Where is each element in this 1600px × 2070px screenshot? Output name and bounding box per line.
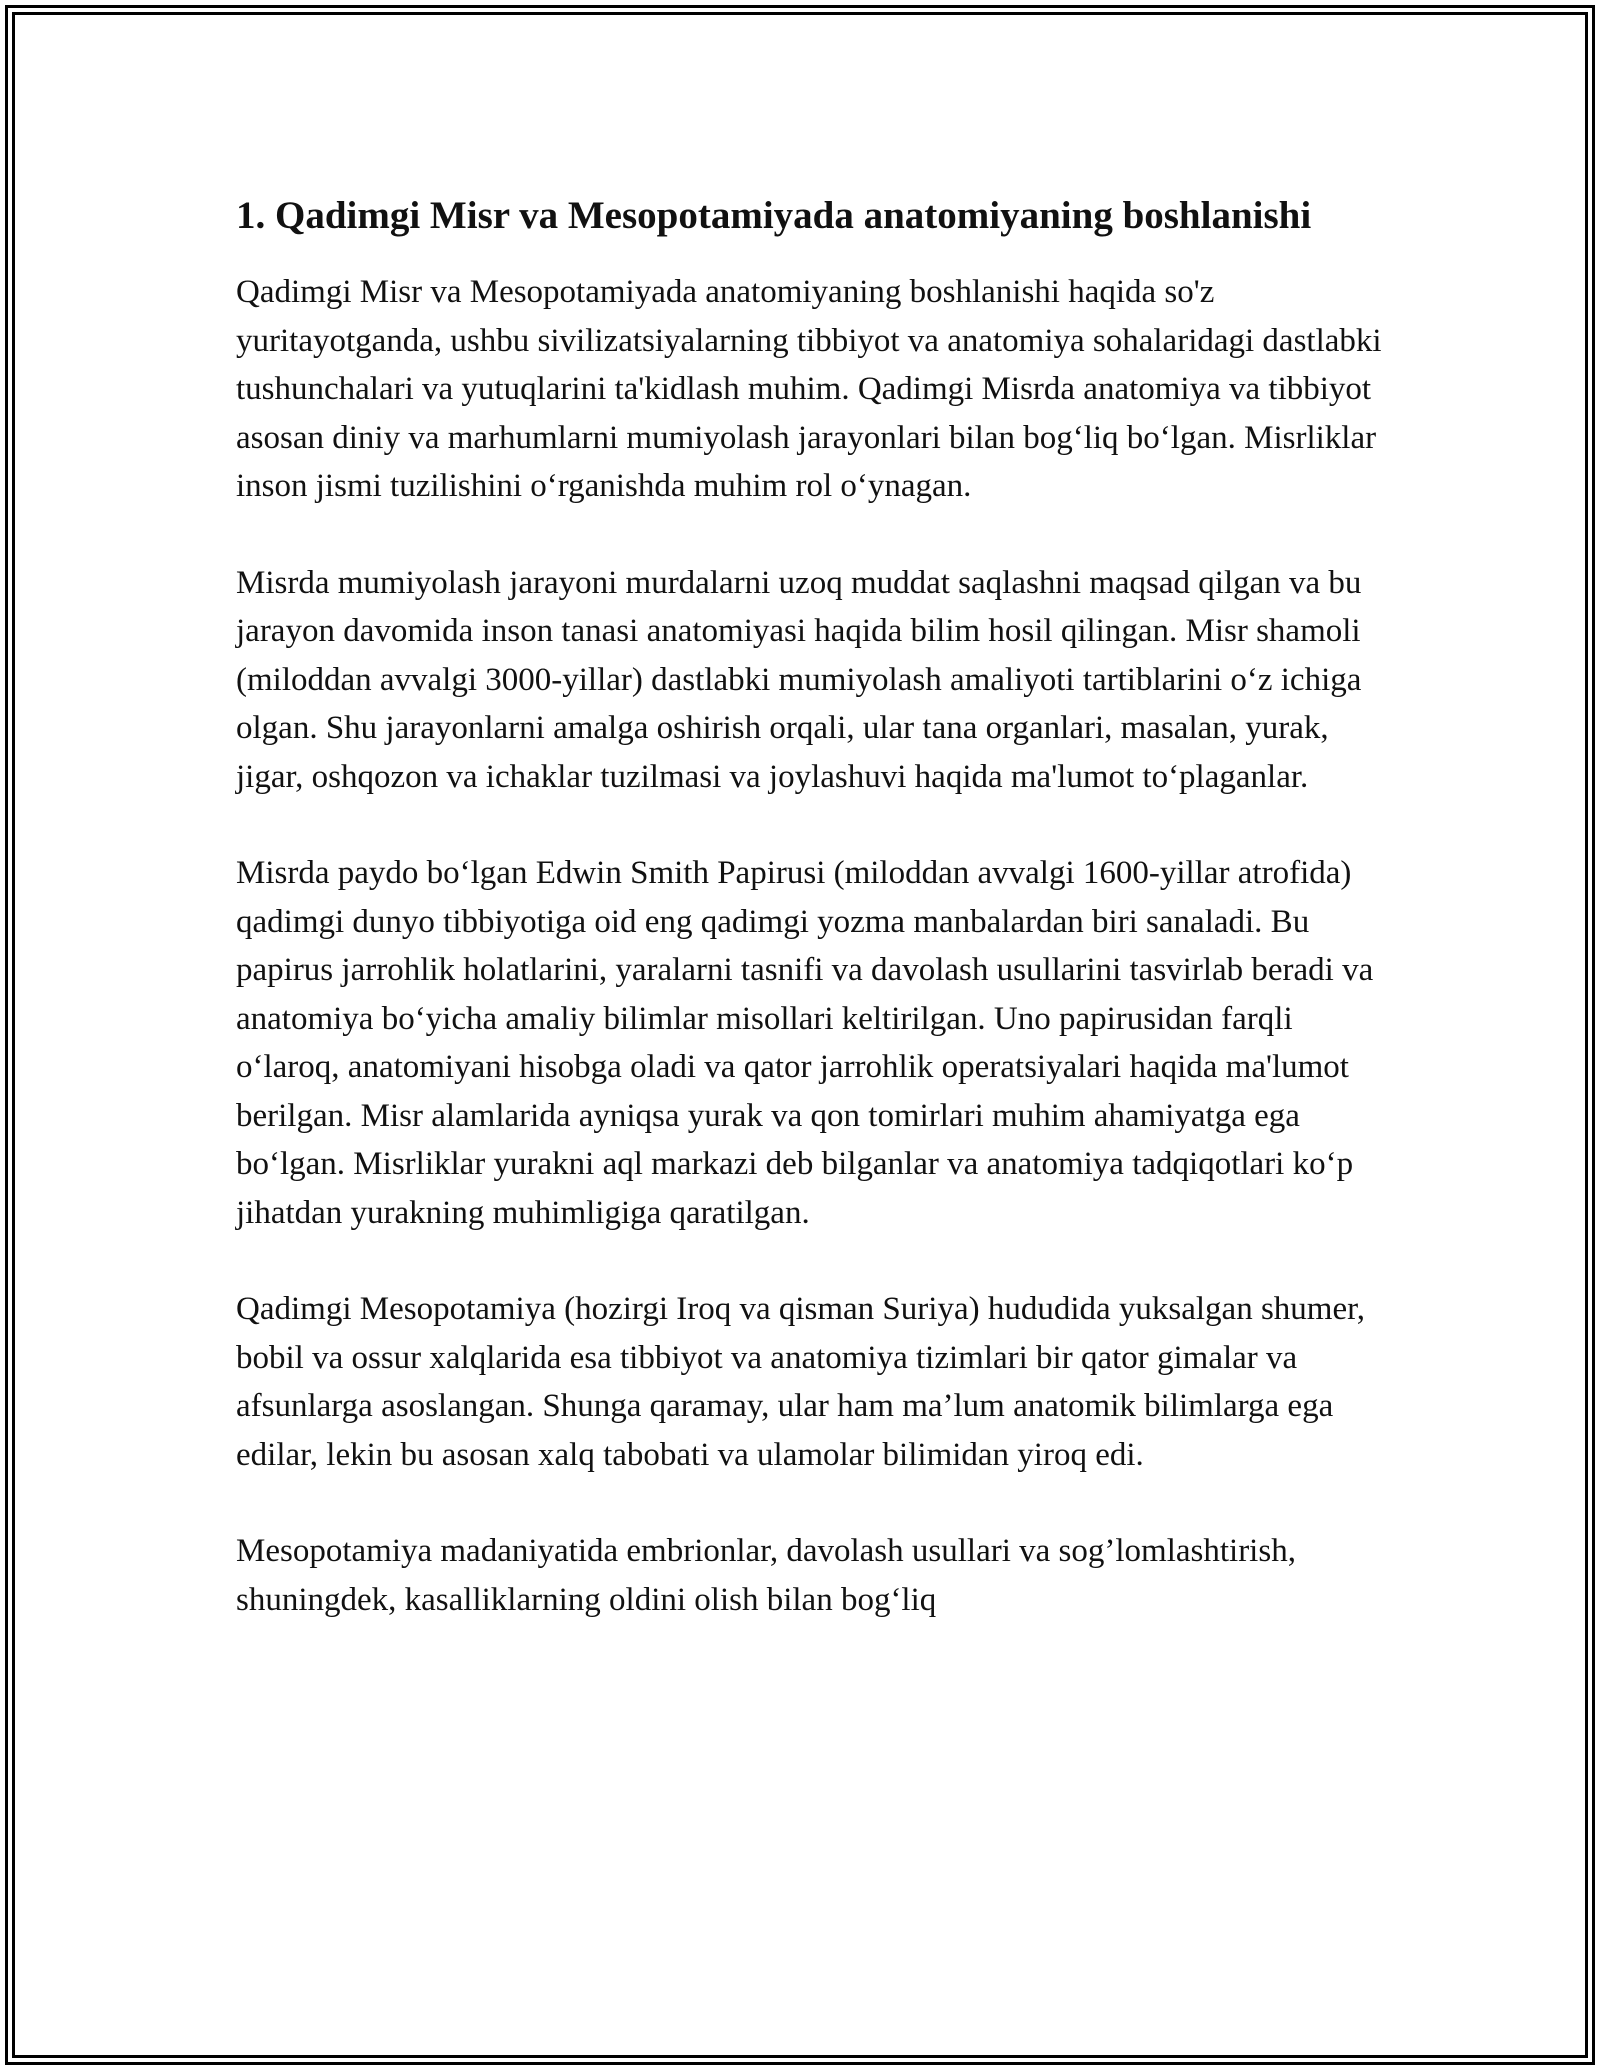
document-body: [236, 188, 1384, 1672]
paragraph-1: Qadimgi Misr va Mesopotamiyada anatomiyaning boshlanishi haqida so'z yuritayotganda, ushbu sivilizatsiyalarning tibbiyot va anatomiya sohalaridagi dastlabki tushunchalari va yutuqlarini ta'kidlash muhim. Qadimgi Misrda anatomiya va tibbiyot asosan diniy va marhumlarni mumiyolash jarayonlari bilan bog‘liq bo‘lgan. Misrliklar inson jismi tuzilishini o‘rganishda muhim rol o‘ynagan.: [236, 274, 1382, 504]
paragraph-4: Qadimgi Mesopotamiya (hozirgi Iroq va qisman Suriya) hududida yuksalgan shumer, bobil va ossur xalqlarida esa tibbiyot va anatomiya tizimlari bir qator gimalar va afsunlarga asoslangan. Shunga qaramay, ular ham ma’lum anatomik bilimlarga ega edilar, lekin bu asosan xalq tabobati va ulamolar bilimidan yiroq edi.: [236, 1291, 1366, 1473]
paragraph-2: Misrda mumiyolash jarayoni murdalarni uzoq muddat saqlashni maqsad qilgan va bu jarayon davomida inson tanasi anatomiyasi haqida bilim hosil qilingan. Misr shamoli (miloddan avvalgi 3000-yillar) dastlabki mumiyolash amaliyoti tartiblarini o‘z ichiga olgan. Shu jarayonlarni amalga oshirish orqali, ular tana organlari, masalan, yurak, jigar, oshqozon va ichaklar tuzilmasi va joylashuvi haqida ma'lumot to‘plaganlar.: [236, 564, 1362, 795]
paragraph-3: Misrda paydo bo‘lgan Edwin Smith Papirusi (miloddan avvalgi 1600-yillar atrofida) qadimgi dunyo tibbiyotiga oid eng qadimgi yozma manbalardan biri sanaladi. Bu papirus jarrohlik holatlarini, yaralarni tasnifi va davolash usullarini tasvirlab beradi va anatomiya bo‘yicha amaliy bilimlar misollari keltirilgan. Uno papirusidan farqli o‘laroq, anatomiyani hisobga oladi va qator jarrohlik operatsiyalari haqida ma'lumot berilgan. Misr alamlarida ayniqsa yurak va qon tomirlari muhim ahamiyatga ega bo‘lgan. Misrliklar yurakni aql markazi deb bilganlar va anatomiya tadqiqotlari ko‘p jihatdan yurakning muhimligiga qaratilgan.: [236, 855, 1374, 1231]
paragraph-5: Mesopotamiya madaniyatida embrionlar, davolash usullari va sog’lomlashtirish, shuningdek, kasalliklarning oldini olish bilan bog‘liq: [236, 1533, 1296, 1618]
section-heading: 1. Qadimgi Misr va Mesopotamiyada anatomiyaning boshlanishi: [236, 194, 1312, 237]
